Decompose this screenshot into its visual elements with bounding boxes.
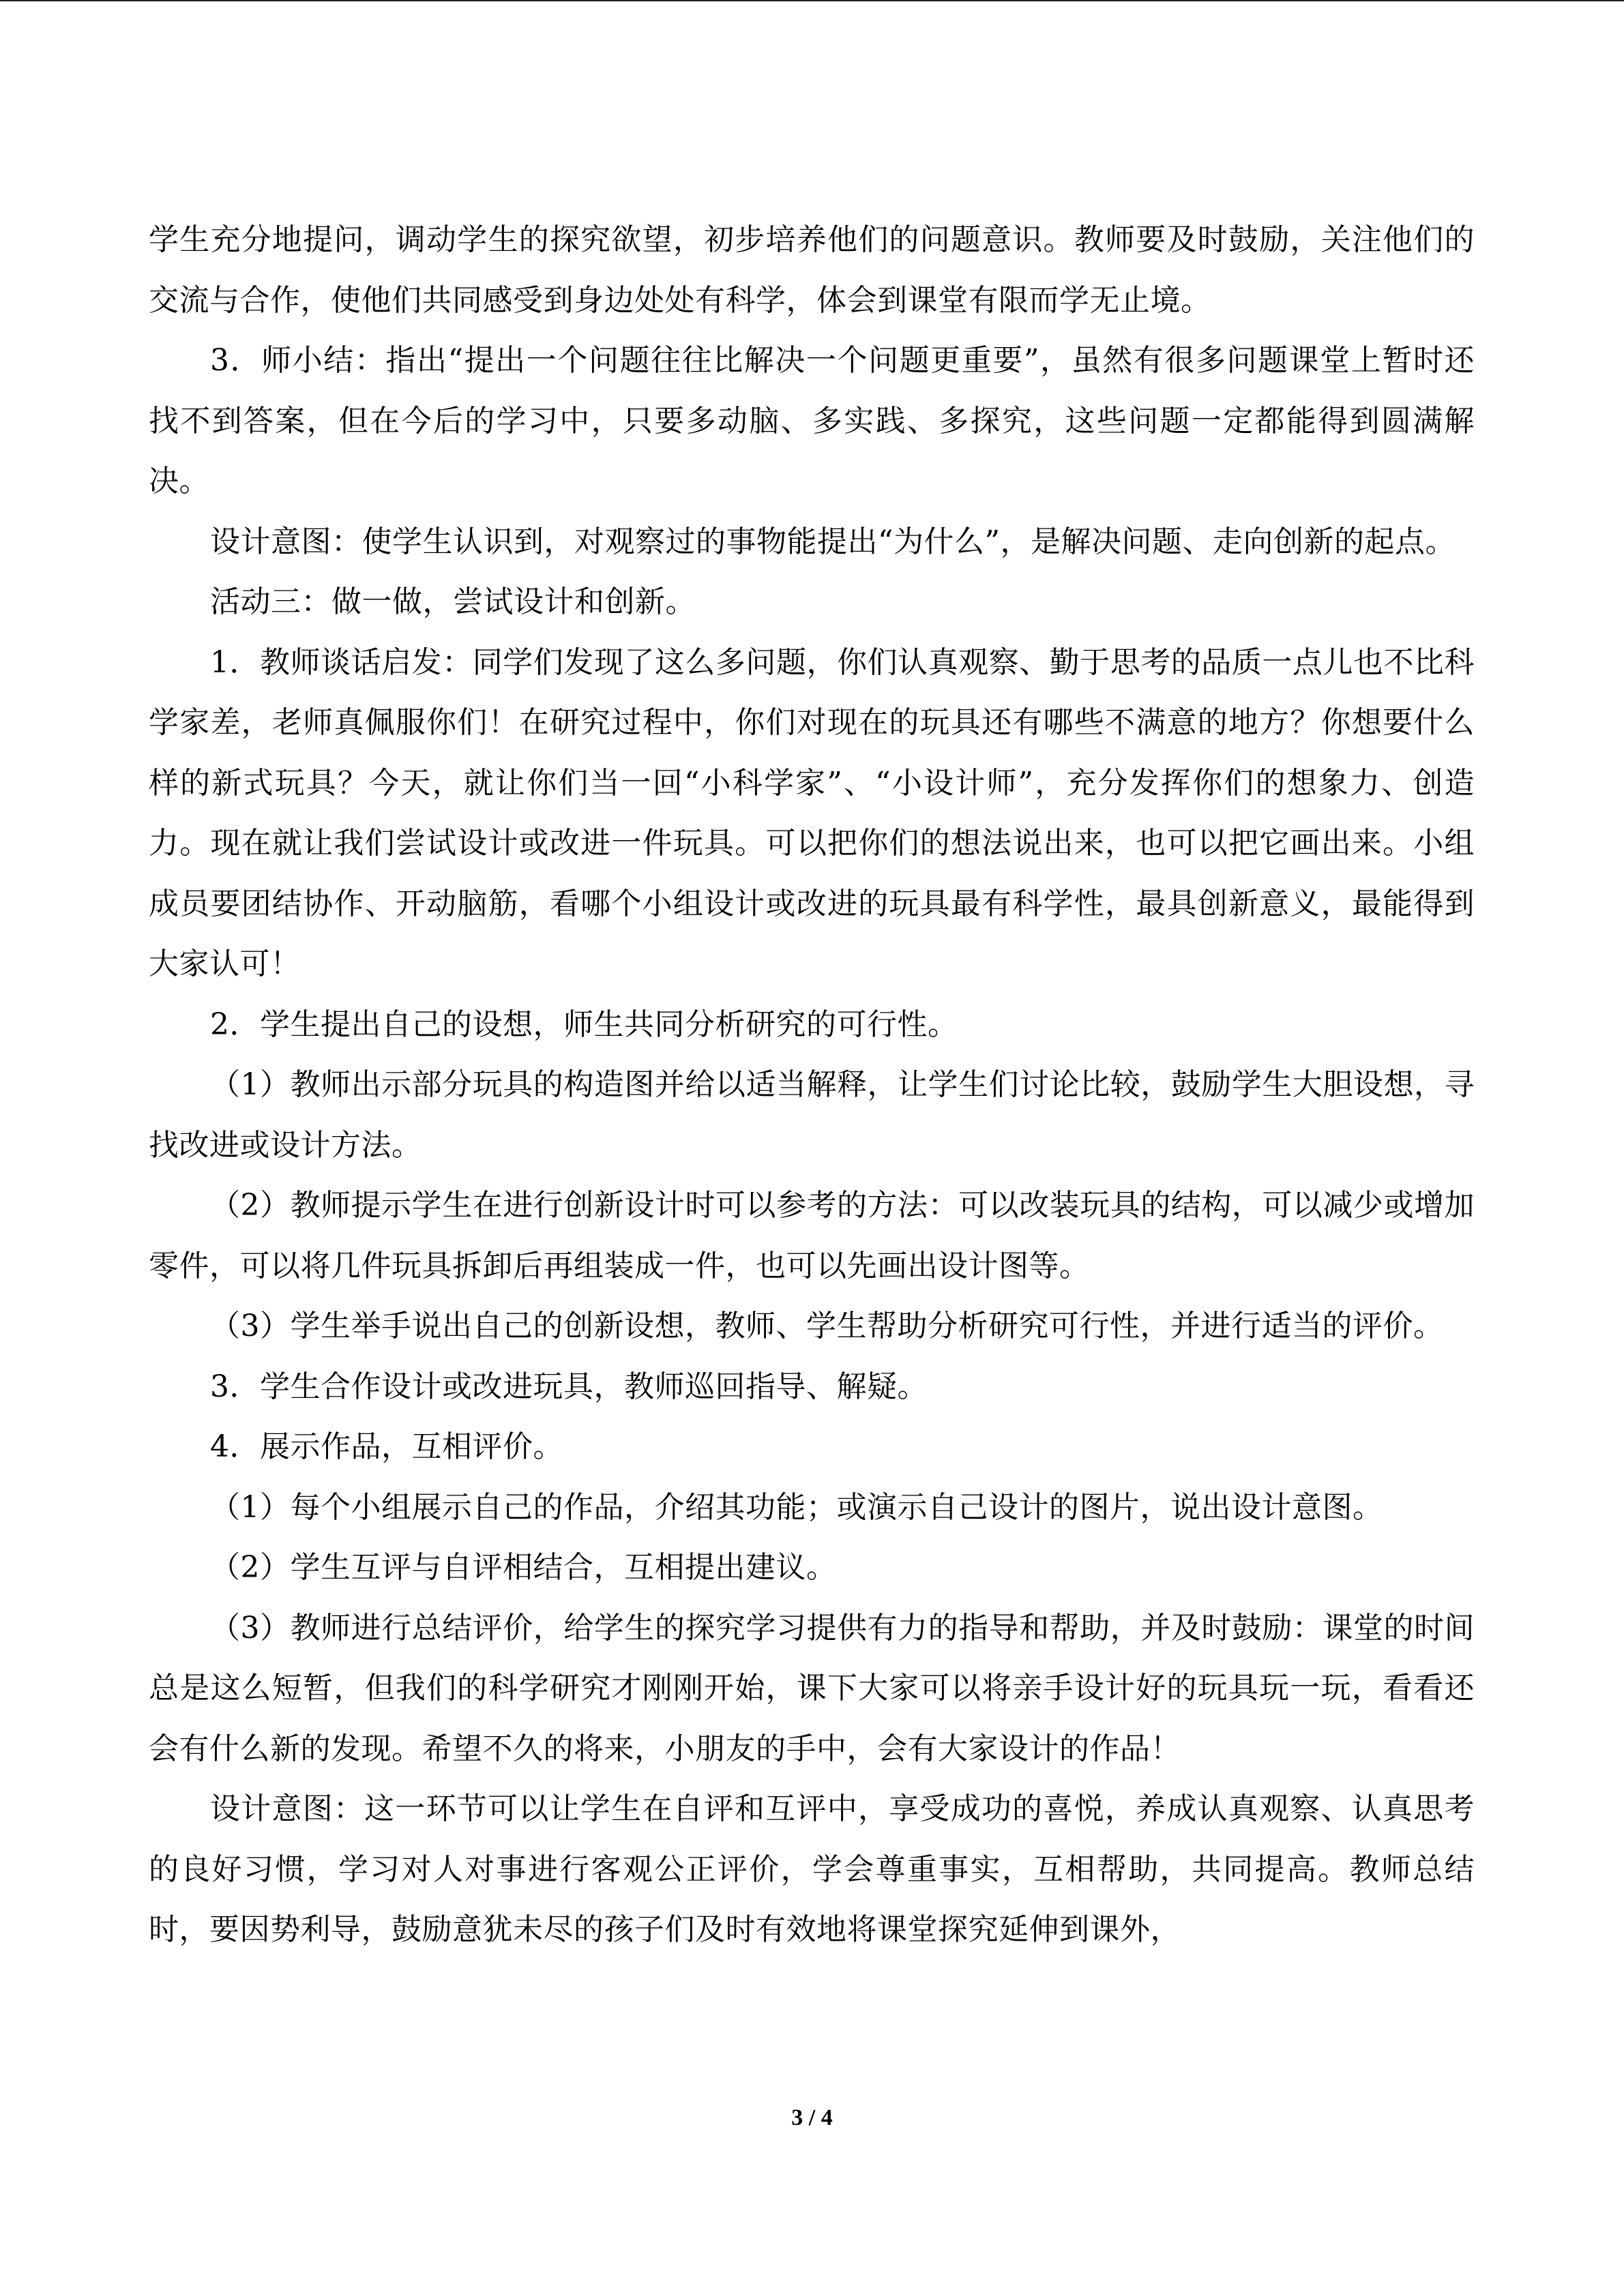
paragraph-3: 设计意图：使学生认识到，对观察过的事物能提出“为什么”，是解决问题、走向创新的起点。 bbox=[210, 524, 1456, 559]
paragraph-10: 3．学生合作设计或改进玩具，教师巡回指导、解疑。 bbox=[210, 1369, 928, 1404]
paragraph-12: （1）每个小组展示自己的作品，介绍其功能；或演示自己设计的图片，说出设计意图。 bbox=[210, 1489, 1383, 1525]
paragraph-9: （3）学生举手说出自己的创新设想，教师、学生帮助分析研究可行性，并进行适当的评价。 bbox=[210, 1309, 1444, 1343]
paragraph-4: 活动三：做一做，尝试设计和创新。 bbox=[210, 584, 696, 619]
page-number: 3 / 4 bbox=[791, 2105, 833, 2130]
paragraph-14: （3）教师进行总结评价，给学生的探究学习提供有力的指导和帮助，并及时鼓励：课堂的时间总是这么短暂，但我们的科学研究才刚刚开始，课下大家可以将亲手设计好的玩具玩一玩，看看还会有什么新的发现。希望不久的将来，小朋友的手中，会有大家设计的作品！ bbox=[149, 1610, 1475, 1766]
paragraph-15: 设计意图：这一环节可以让学生在自评和互评中，享受成功的喜悦，养成认真观察、认真思考的良好习惯，学习对人对事进行客观公正评价，学会尊重事实，互相帮助，共同提高。教师总结时，要因势利导，鼓励意犹未尽的孩子们及时有效地将课堂探究延伸到课外， bbox=[149, 1791, 1475, 1947]
paragraph-7: （1）教师出示部分玩具的构造图并给以适当解释，让学生们讨论比较，鼓励学生大胆设想，寻找改进或设计方法。 bbox=[149, 1067, 1475, 1163]
paragraph-1: 学生充分地提问，调动学生的探究欲望，初步培养他们的问题意识。教师要及时鼓励，关注他们的交流与合作，使他们共同感受到身边处处有科学，体会到课堂有限而学无止境。 bbox=[149, 222, 1475, 318]
paragraph-13: （2）学生互评与自评相结合，互相提出建议。 bbox=[210, 1550, 837, 1585]
paragraph-6: 2．学生提出自己的设想，师生共同分析研究的可行性。 bbox=[210, 1007, 958, 1042]
paragraph-5: 1．教师谈话启发：同学们发现了这么多问题，你们认真观察、勤于思考的品质一点儿也不比科学家差，老师真佩服你们！在研究过程中，你们对现在的玩具还有哪些不满意的地方？你想要什么样的新式玩具？今天，就让你们当一回“小科学家”、“小设计师”，充分发挥你们的想象力、创造力。现在就让我们尝试设计或改进一件玩具。可以把你们的想法说出来，也可以把它画出来。小组成员要团结协作、开动脑筋，看哪个小组设计或改进的玩具最有科学性，最具创新意义，最能得到大家认可！ bbox=[149, 644, 1475, 981]
paragraph-2: 3．师小结：指出“提出一个问题往往比解决一个问题更重要”，虽然有很多问题课堂上暂时还找不到答案，但在今后的学习中，只要多动脑、多实践、多探究，这些问题一定都能得到圆满解决。 bbox=[149, 343, 1475, 498]
paragraph-8: （2）教师提示学生在进行创新设计时可以参考的方法：可以改装玩具的结构，可以减少或增加零件，可以将几件玩具拆卸后再组装成一件，也可以先画出设计图等。 bbox=[149, 1188, 1475, 1283]
document-body bbox=[149, 210, 1475, 1960]
paragraph-11: 4．展示作品，互相评价。 bbox=[210, 1429, 563, 1464]
